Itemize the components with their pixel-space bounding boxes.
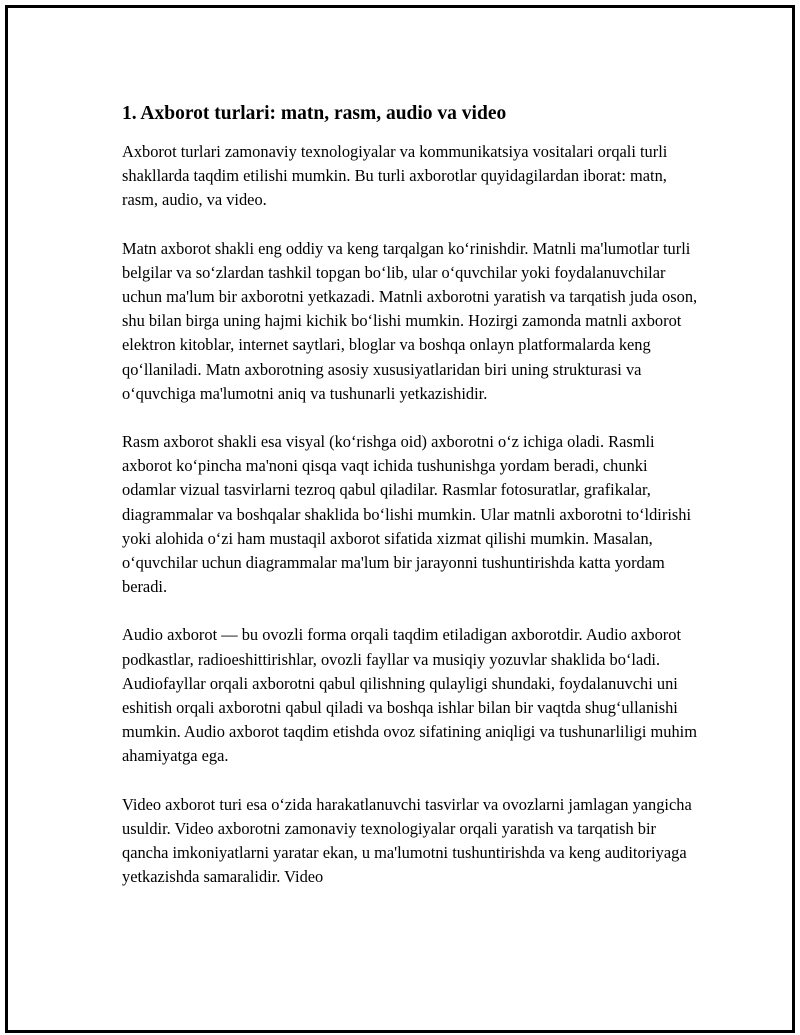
paragraph-text: Matn axborot shakli eng oddiy va keng tarqalgan koʻrinishdir. Matnli ma'lumotlar turli belgilar va soʻzlardan tashkil topgan boʻlib, ular oʻquvchilar yoki foydalanuvchilar uchun ma'lum bir axborotni yetkazadi. Matnli axborotni yaratish va tarqatish juda oson, shu bilan birga uning hajmi kichik boʻlishi mumkin. Hozirgi zamonda matnli axborot elektron kitoblar, internet saytlari, bloglar va boshqa onlayn platformalarda keng qoʻllaniladi. Matn axborotning asosiy xususiyatlaridan biri uning strukturasi va oʻquvchiga ma'lumotni aniq va tushunarli yetkazishidir.	[122, 238, 698, 403]
paragraph-video: Video axborot turi esa oʻzida harakatlanuvchi tasvirlar va ovozlarni jamlagan yangicha usuldir. Video axborotni zamonaviy texnologiyalar orqali yaratish va tarqatish bir qancha imkoniyatlarni yaratar ekan, u ma'lumotni tushuntirishda va keng auditoriyaga yetkazishda samaralidir. Video	[122, 794, 692, 887]
paragraph-intro: Axborot turlari zamonaviy texnologiyalar va kommunikatsiya vositalari orqali turli shakllarda taqdim etilishi mumkin. Bu turli axborotlar quyidagilardan iborat: matn, rasm, audio, va video.	[122, 142, 668, 210]
page-frame	[5, 5, 795, 1033]
document-body	[122, 101, 702, 913]
paragraph-audio: Audio axborot — bu ovozli forma orqali taqdim etiladigan axborotdir. Audio axborot podkastlar, radioeshittirishlar, ovozli fayllar va musiqiy yozuvlar shaklida boʻladi. Audiofayllar orqali axborotni qabul qilishning qulayligi shundaki, foydalanuvchi uni eshitish orqali axborotni qabul qiladi va boshqa ishlar bilan bir vaqtda shugʻullanishi mumkin. Audio axborot taqdim etishda ovoz sifatining aniqligi va tushunarliligi muhim ahamiyatga ega.	[122, 625, 697, 766]
paragraph-image: Rasm axborot shakli esa visyal (koʻrishga oid) axborotni oʻz ichiga oladi. Rasmli axborot koʻpincha ma'noni qisqa vaqt ichida tushunishga yordam beradi, chunki odamlar vizual tasvirlarni tezroq qabul qiladilar. Rasmlar fotosuratlar, grafikalar, diagrammalar va boshqalar shaklida boʻlishi mumkin. Ular matnli axborotni toʻldirishi yoki alohida oʻzi ham mustaqil axborot sifatida xizmat qilishi mumkin. Masalan, oʻquvchilar uchun diagrammalar ma'lum bir jarayonni tushuntirishda katta yordam beradi.	[122, 432, 691, 597]
section-heading: 1. Axborot turlari: matn, rasm, audio va video	[122, 103, 507, 124]
